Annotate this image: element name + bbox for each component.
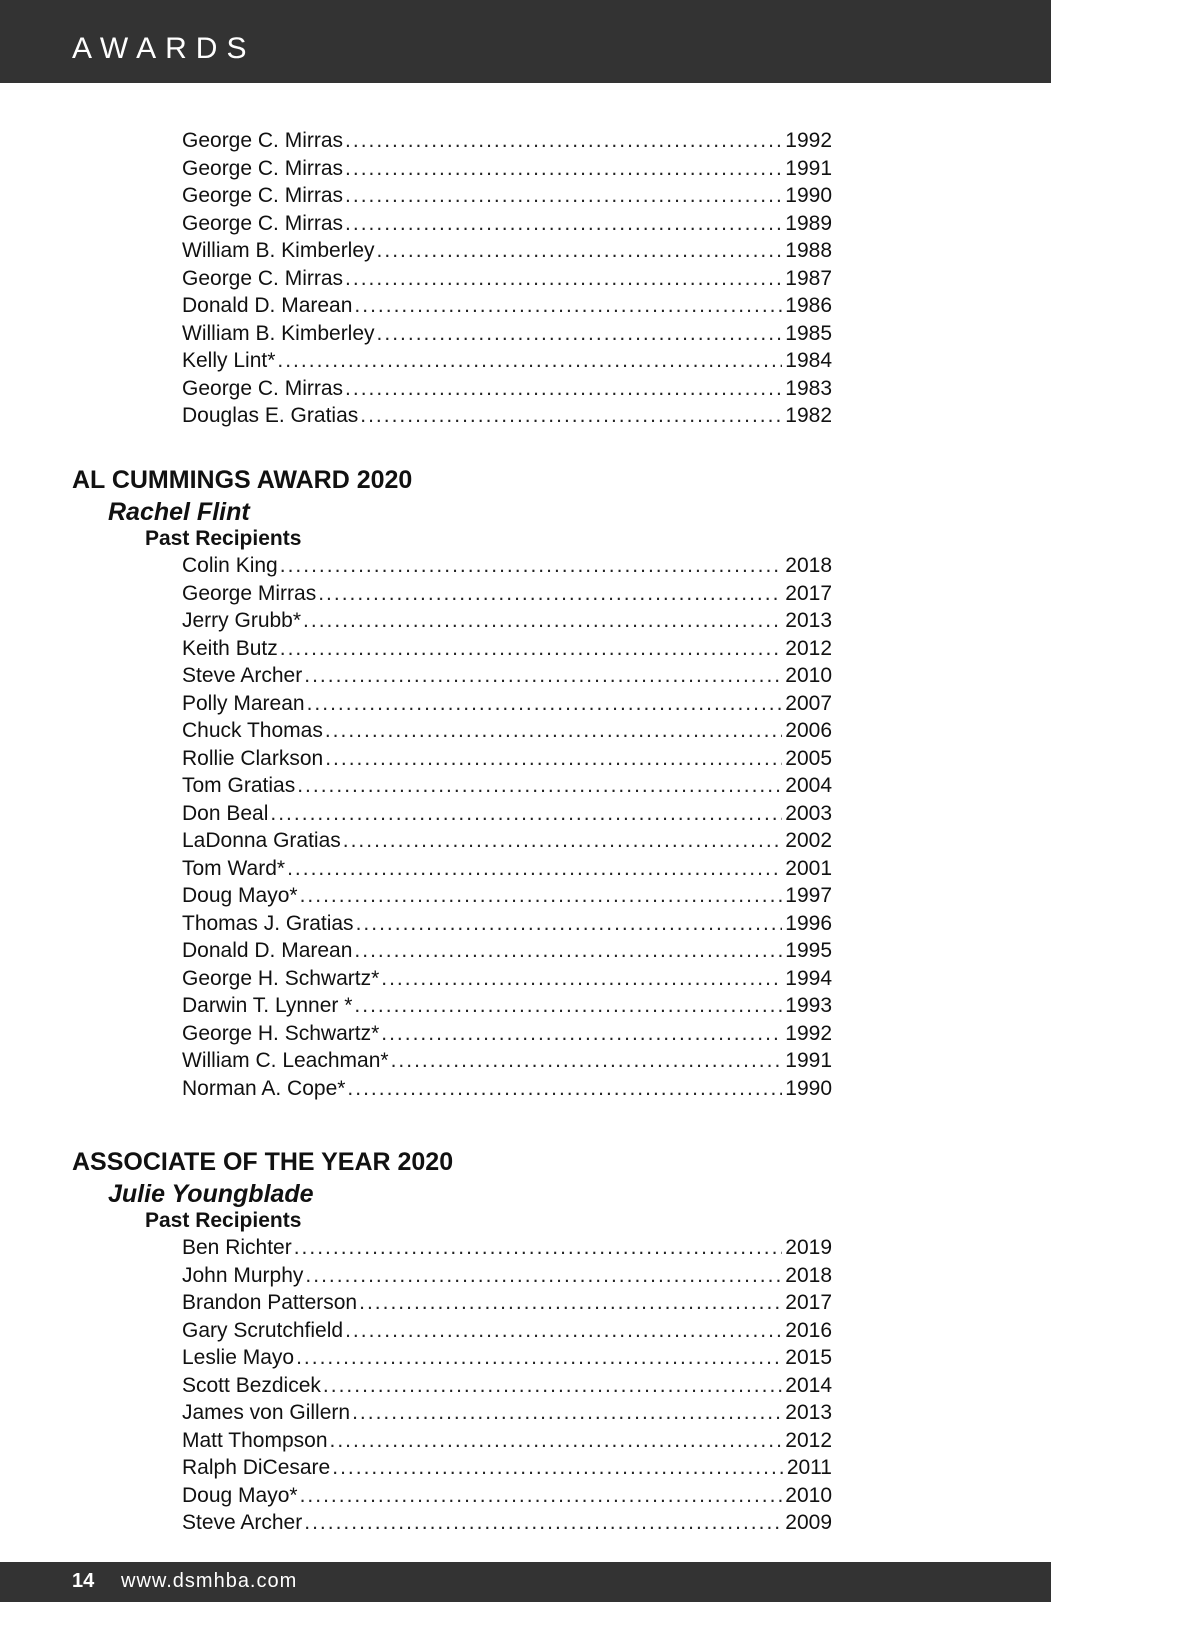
recipient-row xyxy=(182,882,832,910)
recipient-row xyxy=(182,127,832,155)
recipient-row xyxy=(182,1427,832,1455)
recipient-year: 2019 xyxy=(785,1236,832,1259)
recipient-name: Tom Gratias xyxy=(182,774,296,797)
recipient-row xyxy=(182,320,832,348)
recipient-name: Ben Richter xyxy=(182,1236,292,1259)
associate-past-recipients-label: Past Recipients xyxy=(145,1209,302,1232)
recipient-year: 2010 xyxy=(785,1483,832,1507)
al-cummings-award-heading: AL CUMMINGS AWARD 2020 xyxy=(72,466,413,494)
recipient-row xyxy=(182,1075,832,1103)
recipient-name: Gary Scrutchfield xyxy=(182,1318,344,1342)
al-cummings-recipient-list xyxy=(182,552,832,1102)
recipient-name: William C. Leachman* xyxy=(182,1049,389,1072)
dot-leader xyxy=(356,910,783,938)
recipient-year: 1991 xyxy=(785,156,832,180)
recipient-name: Chuck Thomas xyxy=(182,719,323,742)
recipient-row xyxy=(182,1317,832,1345)
recipient-row xyxy=(182,800,832,828)
recipient-name: George Mirras xyxy=(182,581,317,605)
dot-leader xyxy=(343,827,783,855)
recipient-name: Don Beal xyxy=(182,801,269,825)
dot-leader xyxy=(280,552,783,580)
recipient-name: James von Gillern xyxy=(182,1401,351,1424)
recipient-row xyxy=(182,745,832,773)
recipient-name: Steve Archer xyxy=(182,1511,303,1534)
recipient-year: 1989 xyxy=(785,211,832,235)
page-title: AWARDS xyxy=(72,32,256,65)
recipient-row xyxy=(182,827,832,855)
dot-leader xyxy=(354,937,782,965)
dot-leader xyxy=(307,690,783,718)
recipient-name: George H. Schwartz* xyxy=(182,966,380,990)
recipient-row xyxy=(182,237,832,265)
dot-leader xyxy=(354,992,782,1020)
dot-leader xyxy=(359,1289,782,1317)
recipient-row xyxy=(182,1289,832,1317)
recipient-row xyxy=(182,992,832,1020)
recipient-year: 1994 xyxy=(785,966,832,990)
dot-leader xyxy=(332,1454,784,1482)
recipient-row xyxy=(182,690,832,718)
recipient-year: 2015 xyxy=(785,1346,832,1369)
recipient-year: 1992 xyxy=(785,1021,832,1045)
dot-leader xyxy=(377,237,783,265)
recipient-row xyxy=(182,182,832,210)
recipient-year: 1993 xyxy=(785,994,832,1017)
recipient-row xyxy=(182,1372,832,1400)
dot-leader xyxy=(345,375,782,403)
recipient-name: John Murphy xyxy=(182,1263,304,1287)
dot-leader xyxy=(300,1482,783,1510)
recipient-name: Polly Marean xyxy=(182,691,305,715)
recipient-year: 2018 xyxy=(785,1263,832,1287)
recipient-year: 2013 xyxy=(785,609,832,632)
recipient-row xyxy=(182,1509,832,1537)
recipient-name: Darwin T. Lynner * xyxy=(182,994,353,1017)
associate-winner: Julie Youngblade xyxy=(108,1180,314,1208)
recipient-row xyxy=(182,292,832,320)
recipient-name: LaDonna Gratias xyxy=(182,829,341,852)
recipient-row xyxy=(182,1262,832,1290)
recipient-row xyxy=(182,580,832,608)
recipient-name: Scott Bezdicek xyxy=(182,1373,321,1397)
recipient-name: George C. Mirras xyxy=(182,376,344,400)
recipient-name: George C. Mirras xyxy=(182,129,344,152)
recipient-year: 2012 xyxy=(785,1428,832,1452)
dot-leader xyxy=(323,1372,782,1400)
recipient-name: William B. Kimberley xyxy=(182,239,375,262)
recipient-name: Donald D. Marean xyxy=(182,294,353,317)
recipient-name: George C. Mirras xyxy=(182,184,344,207)
dot-leader xyxy=(297,772,782,800)
website-link[interactable]: www.dsmhba.com xyxy=(121,1570,298,1592)
recipient-row xyxy=(182,375,832,403)
recipient-row xyxy=(182,265,832,293)
recipient-name: Doug Mayo* xyxy=(182,1483,298,1507)
dot-leader xyxy=(345,265,782,293)
recipient-row xyxy=(182,1020,832,1048)
recipient-row xyxy=(182,937,832,965)
recipient-year: 2017 xyxy=(785,581,832,605)
dot-leader xyxy=(345,182,782,210)
recipient-name: Thomas J. Gratias xyxy=(182,911,354,935)
recipient-name: Ralph DiCesare xyxy=(182,1456,331,1479)
recipient-row xyxy=(182,155,832,183)
recipient-row xyxy=(182,662,832,690)
dot-leader xyxy=(318,580,782,608)
dot-leader xyxy=(300,882,783,910)
recipient-row xyxy=(182,347,832,375)
recipient-name: Norman A. Cope* xyxy=(182,1076,346,1100)
dot-leader xyxy=(325,745,782,773)
dot-leader xyxy=(304,662,782,690)
recipient-name: Leslie Mayo xyxy=(182,1346,295,1369)
dot-leader xyxy=(352,1399,782,1427)
dot-leader xyxy=(294,1234,783,1262)
al-cummings-past-recipients-label: Past Recipients xyxy=(145,527,302,550)
recipient-name: Keith Butz xyxy=(182,636,278,660)
dot-leader xyxy=(325,717,782,745)
associate-recipient-list xyxy=(182,1234,832,1537)
recipient-row xyxy=(182,1399,832,1427)
recipient-row xyxy=(182,855,832,883)
recipient-row xyxy=(182,1047,832,1075)
recipient-row xyxy=(182,717,832,745)
dot-leader xyxy=(305,1262,782,1290)
footer-bar xyxy=(0,1562,1051,1602)
recipient-row xyxy=(182,965,832,993)
dot-leader xyxy=(377,320,783,348)
dot-leader xyxy=(296,1344,782,1372)
recipient-year: 2005 xyxy=(785,746,832,770)
dot-leader xyxy=(345,155,782,183)
recipient-year: 2009 xyxy=(785,1511,832,1534)
dot-leader xyxy=(391,1047,783,1075)
recipient-year: 1990 xyxy=(785,1076,832,1100)
recipient-name: Steve Archer xyxy=(182,664,303,687)
dot-leader xyxy=(381,965,782,993)
recipient-name: Kelly Lint* xyxy=(182,349,276,372)
recipient-year: 1988 xyxy=(785,239,832,262)
al-cummings-winner: Rachel Flint xyxy=(108,498,250,526)
header-bar xyxy=(0,0,1051,83)
recipient-year: 1997 xyxy=(785,884,832,907)
dot-leader xyxy=(277,347,782,375)
recipient-year: 2018 xyxy=(785,554,832,577)
page-number: 14 xyxy=(72,1570,95,1592)
recipient-row xyxy=(182,552,832,580)
recipient-year: 2007 xyxy=(785,691,832,715)
recipient-name: Rollie Clarkson xyxy=(182,746,324,770)
recipient-year: 2014 xyxy=(785,1373,832,1397)
recipient-year: 1984 xyxy=(785,349,832,372)
recipient-row xyxy=(182,772,832,800)
dot-leader xyxy=(345,127,782,155)
dot-leader xyxy=(303,607,782,635)
recipient-name: Tom Ward* xyxy=(182,856,286,880)
recipient-row xyxy=(182,1482,832,1510)
recipient-year: 1995 xyxy=(785,939,832,962)
recipient-name: George C. Mirras xyxy=(182,156,344,180)
recipient-name: Jerry Grubb* xyxy=(182,609,302,632)
recipient-year: 2004 xyxy=(785,774,832,797)
recipient-year: 2001 xyxy=(785,856,832,880)
recipient-name: George C. Mirras xyxy=(182,211,344,235)
dot-leader xyxy=(270,800,782,828)
recipient-year: 1990 xyxy=(785,184,832,207)
dot-leader xyxy=(345,1317,782,1345)
recipient-year: 1991 xyxy=(785,1049,832,1072)
recipient-year: 2010 xyxy=(785,664,832,687)
dot-leader xyxy=(287,855,782,883)
recipient-row xyxy=(182,607,832,635)
recipient-name: George C. Mirras xyxy=(182,266,344,290)
recipient-row xyxy=(182,1454,832,1482)
dot-leader xyxy=(347,1075,782,1103)
recipient-name: Douglas E. Gratias xyxy=(182,404,359,427)
recipient-year: 2002 xyxy=(785,829,832,852)
recipient-name: Doug Mayo* xyxy=(182,884,298,907)
recipient-year: 2006 xyxy=(785,719,832,742)
recipient-year: 1983 xyxy=(785,376,832,400)
recipient-year: 2013 xyxy=(785,1401,832,1424)
continued-recipient-list xyxy=(182,127,832,430)
recipient-name: Donald D. Marean xyxy=(182,939,353,962)
recipient-year: 1986 xyxy=(785,294,832,317)
dot-leader xyxy=(330,1427,783,1455)
recipient-year: 1985 xyxy=(785,321,832,345)
recipient-name: William B. Kimberley xyxy=(182,321,375,345)
dot-leader xyxy=(345,210,782,238)
dot-leader xyxy=(360,402,782,430)
recipient-row xyxy=(182,1344,832,1372)
dot-leader xyxy=(304,1509,782,1537)
recipient-row xyxy=(182,635,832,663)
associate-award-heading: ASSOCIATE OF THE YEAR 2020 xyxy=(72,1148,454,1176)
dot-leader xyxy=(280,635,783,663)
recipient-row xyxy=(182,1234,832,1262)
recipient-year: 2003 xyxy=(785,801,832,825)
recipient-year: 2012 xyxy=(785,636,832,660)
dot-leader xyxy=(354,292,782,320)
recipient-year: 1982 xyxy=(785,404,832,427)
recipient-year: 2016 xyxy=(785,1318,832,1342)
recipient-row xyxy=(182,402,832,430)
recipient-name: Brandon Patterson xyxy=(182,1291,358,1314)
recipient-name: Colin King xyxy=(182,554,278,577)
recipient-year: 1992 xyxy=(785,129,832,152)
recipient-row xyxy=(182,210,832,238)
recipient-name: Matt Thompson xyxy=(182,1428,328,1452)
recipient-year: 2017 xyxy=(785,1291,832,1314)
recipient-row xyxy=(182,910,832,938)
recipient-year: 2011 xyxy=(786,1456,832,1479)
recipient-year: 1996 xyxy=(785,911,832,935)
dot-leader xyxy=(381,1020,782,1048)
recipient-year: 1987 xyxy=(785,266,832,290)
recipient-name: George H. Schwartz* xyxy=(182,1021,380,1045)
